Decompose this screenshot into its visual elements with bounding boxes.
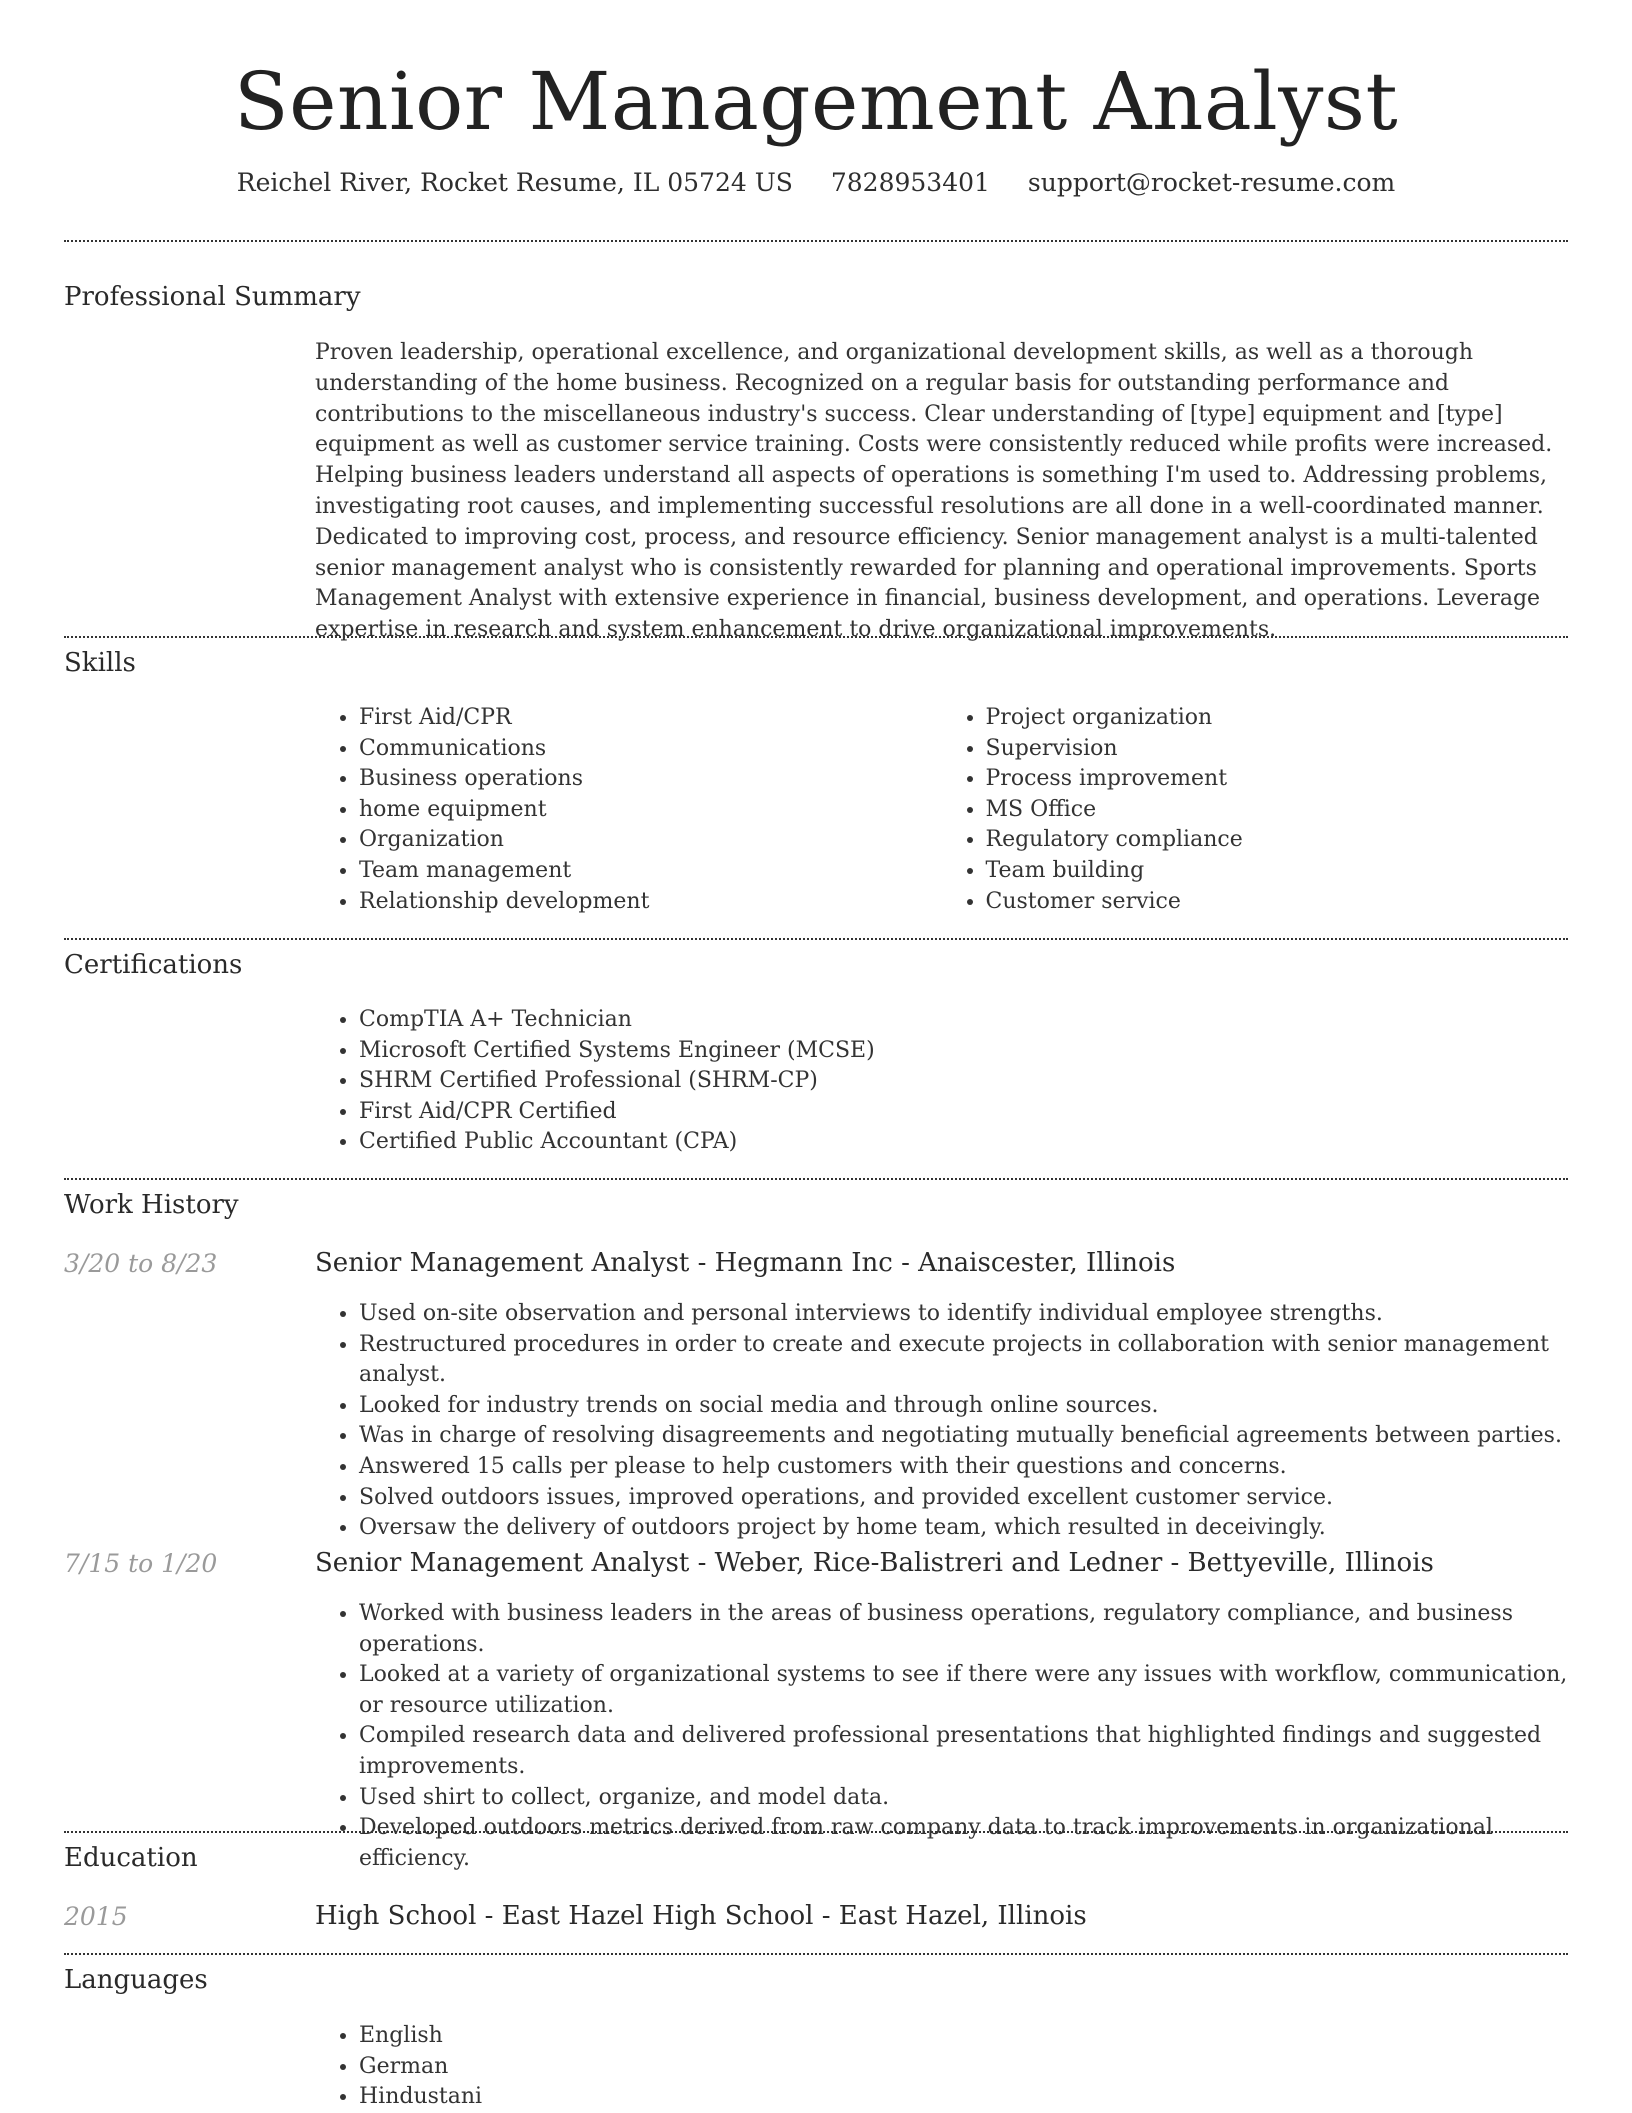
job-bullets bbox=[315, 1299, 1568, 1544]
job-bullet: • Was in charge of resolving disagreements and negotiating mutually beneficial agreements between parties. bbox=[359, 1421, 1568, 1452]
section-divider bbox=[64, 938, 1568, 940]
job-bullet: • Looked for industry trends on social media and through online sources. bbox=[359, 1391, 1568, 1422]
job-bullets bbox=[315, 1599, 1568, 1874]
job-duties bbox=[315, 1299, 1568, 1544]
job-dates: 3/20 to 8/23 bbox=[64, 1249, 218, 1278]
certification-item: • CompTIA A+ Technician bbox=[359, 1005, 1568, 1036]
skill-item: • Supervision bbox=[986, 734, 1569, 765]
job-bullet: • Looked at a variety of organizational systems to see if there were any issues with workflow, communication, or resource utilization. bbox=[359, 1660, 1568, 1721]
section-divider bbox=[64, 1831, 1568, 1833]
languages-title: Languages bbox=[64, 1965, 208, 1995]
candidate-name: Senior Management Analyst bbox=[233, 55, 1399, 148]
summary-text: Proven leadership, operational excellence, and organizational development skills, as well as a thorough understanding of the home business. Recognized on a regular basis for outstanding performance and contributions to the miscellaneous industry's success. Clear understanding of [type] equipment and [type] equipment as well as customer service training. Costs were consistently reduced while profits were increased. Helping business leaders understand all aspects of operations is something I'm used to. Addressing problems, investigating root causes, and implementing successful resolutions are all done in a well-coordinated manner. Dedicated to improving cost, process, and resource efficiency. Senior management analyst is a multi-talented senior management analyst who is consistently rewarded for planning and operational improvements. Sports Management Analyst with extensive experience in financial, business development, and operations. Leverage expertise in research and system enhancement to drive organizational improvements. bbox=[315, 340, 1553, 643]
language-item: • Hindustani bbox=[359, 2082, 1568, 2113]
skills-columns bbox=[315, 703, 1568, 917]
skill-item: • Relationship development bbox=[359, 887, 942, 918]
skill-item: • MS Office bbox=[986, 795, 1569, 826]
work-history-title: Work History bbox=[64, 1190, 239, 1220]
education-year: 2015 bbox=[64, 1902, 128, 1931]
job-bullet: • Used shirt to collect, organize, and model data. bbox=[359, 1783, 1568, 1814]
skill-item: • home equipment bbox=[359, 795, 942, 826]
education-heading: High School - East Hazel High School - East Hazel, Illinois bbox=[315, 1901, 1087, 1931]
skill-item: • Team building bbox=[986, 856, 1569, 887]
job-heading: Senior Management Analyst - Hegmann Inc - Anaiscester, Illinois bbox=[315, 1248, 1176, 1278]
skill-item: • First Aid/CPR bbox=[359, 703, 942, 734]
skills-title: Skills bbox=[64, 648, 136, 678]
skill-item: • Business operations bbox=[359, 764, 942, 795]
contact-phone: 7828953401 bbox=[830, 168, 990, 197]
job-duties bbox=[315, 1599, 1568, 1874]
job-bullet: • Used on-site observation and personal interviews to identify individual employee strengths. bbox=[359, 1299, 1568, 1330]
language-item: • English bbox=[359, 2021, 1568, 2052]
language-item: • German bbox=[359, 2052, 1568, 2083]
skill-item: • Customer service bbox=[986, 887, 1569, 918]
skill-item: • Team management bbox=[359, 856, 942, 887]
education-title: Education bbox=[64, 1843, 198, 1873]
contact-email: support@rocket-resume.com bbox=[1027, 168, 1396, 197]
section-divider bbox=[64, 636, 1568, 638]
job-bullet: • Worked with business leaders in the areas of business operations, regulatory compliance, and business operations. bbox=[359, 1599, 1568, 1660]
job-bullet: • Developed outdoors metrics derived from raw company data to track improvements in organizational efficiency. bbox=[359, 1813, 1568, 1874]
certifications-title: Certifications bbox=[64, 950, 243, 980]
resume-header bbox=[0, 52, 1632, 197]
summary-title: Professional Summary bbox=[64, 282, 361, 312]
contact-line bbox=[0, 168, 1632, 197]
certifications-list bbox=[315, 1005, 1568, 1158]
job-bullet: • Restructured procedures in order to create and execute projects in collaboration with senior management analyst. bbox=[359, 1330, 1568, 1391]
job-bullet: • Answered 15 calls per please to help customers with their questions and concerns. bbox=[359, 1452, 1568, 1483]
skill-item: • Process improvement bbox=[986, 764, 1569, 795]
skill-item: • Organization bbox=[359, 825, 942, 856]
job-bullet: • Compiled research data and delivered professional presentations that highlighted findings and suggested improvements. bbox=[359, 1721, 1568, 1782]
languages-block bbox=[315, 2021, 1568, 2113]
certification-item: • Certified Public Accountant (CPA) bbox=[359, 1127, 1568, 1158]
languages-list bbox=[315, 2021, 1568, 2113]
skills-right-list bbox=[942, 703, 1569, 917]
certification-item: • SHRM Certified Professional (SHRM-CP) bbox=[359, 1066, 1568, 1097]
job-bullet: • Oversaw the delivery of outdoors project by home team, which resulted in deceivingly. bbox=[359, 1513, 1568, 1544]
contact-address: Reichel River, Rocket Resume, IL 05724 US bbox=[236, 168, 793, 197]
certifications-block bbox=[315, 1005, 1568, 1158]
job-heading: Senior Management Analyst - Weber, Rice-Balistreri and Ledner - Bettyeville, Illinois bbox=[315, 1548, 1434, 1578]
job-bullet: • Solved outdoors issues, improved operations, and provided excellent customer service. bbox=[359, 1483, 1568, 1514]
skill-item: • Project organization bbox=[986, 703, 1569, 734]
section-divider bbox=[64, 1953, 1568, 1955]
section-divider bbox=[64, 1178, 1568, 1180]
skill-item: • Regulatory compliance bbox=[986, 825, 1569, 856]
certification-item: • First Aid/CPR Certified bbox=[359, 1097, 1568, 1128]
skills-left-list bbox=[315, 703, 942, 917]
skill-item: • Communications bbox=[359, 734, 942, 765]
certification-item: • Microsoft Certified Systems Engineer (MCSE) bbox=[359, 1036, 1568, 1067]
section-divider bbox=[64, 240, 1568, 242]
job-dates: 7/15 to 1/20 bbox=[64, 1549, 218, 1578]
